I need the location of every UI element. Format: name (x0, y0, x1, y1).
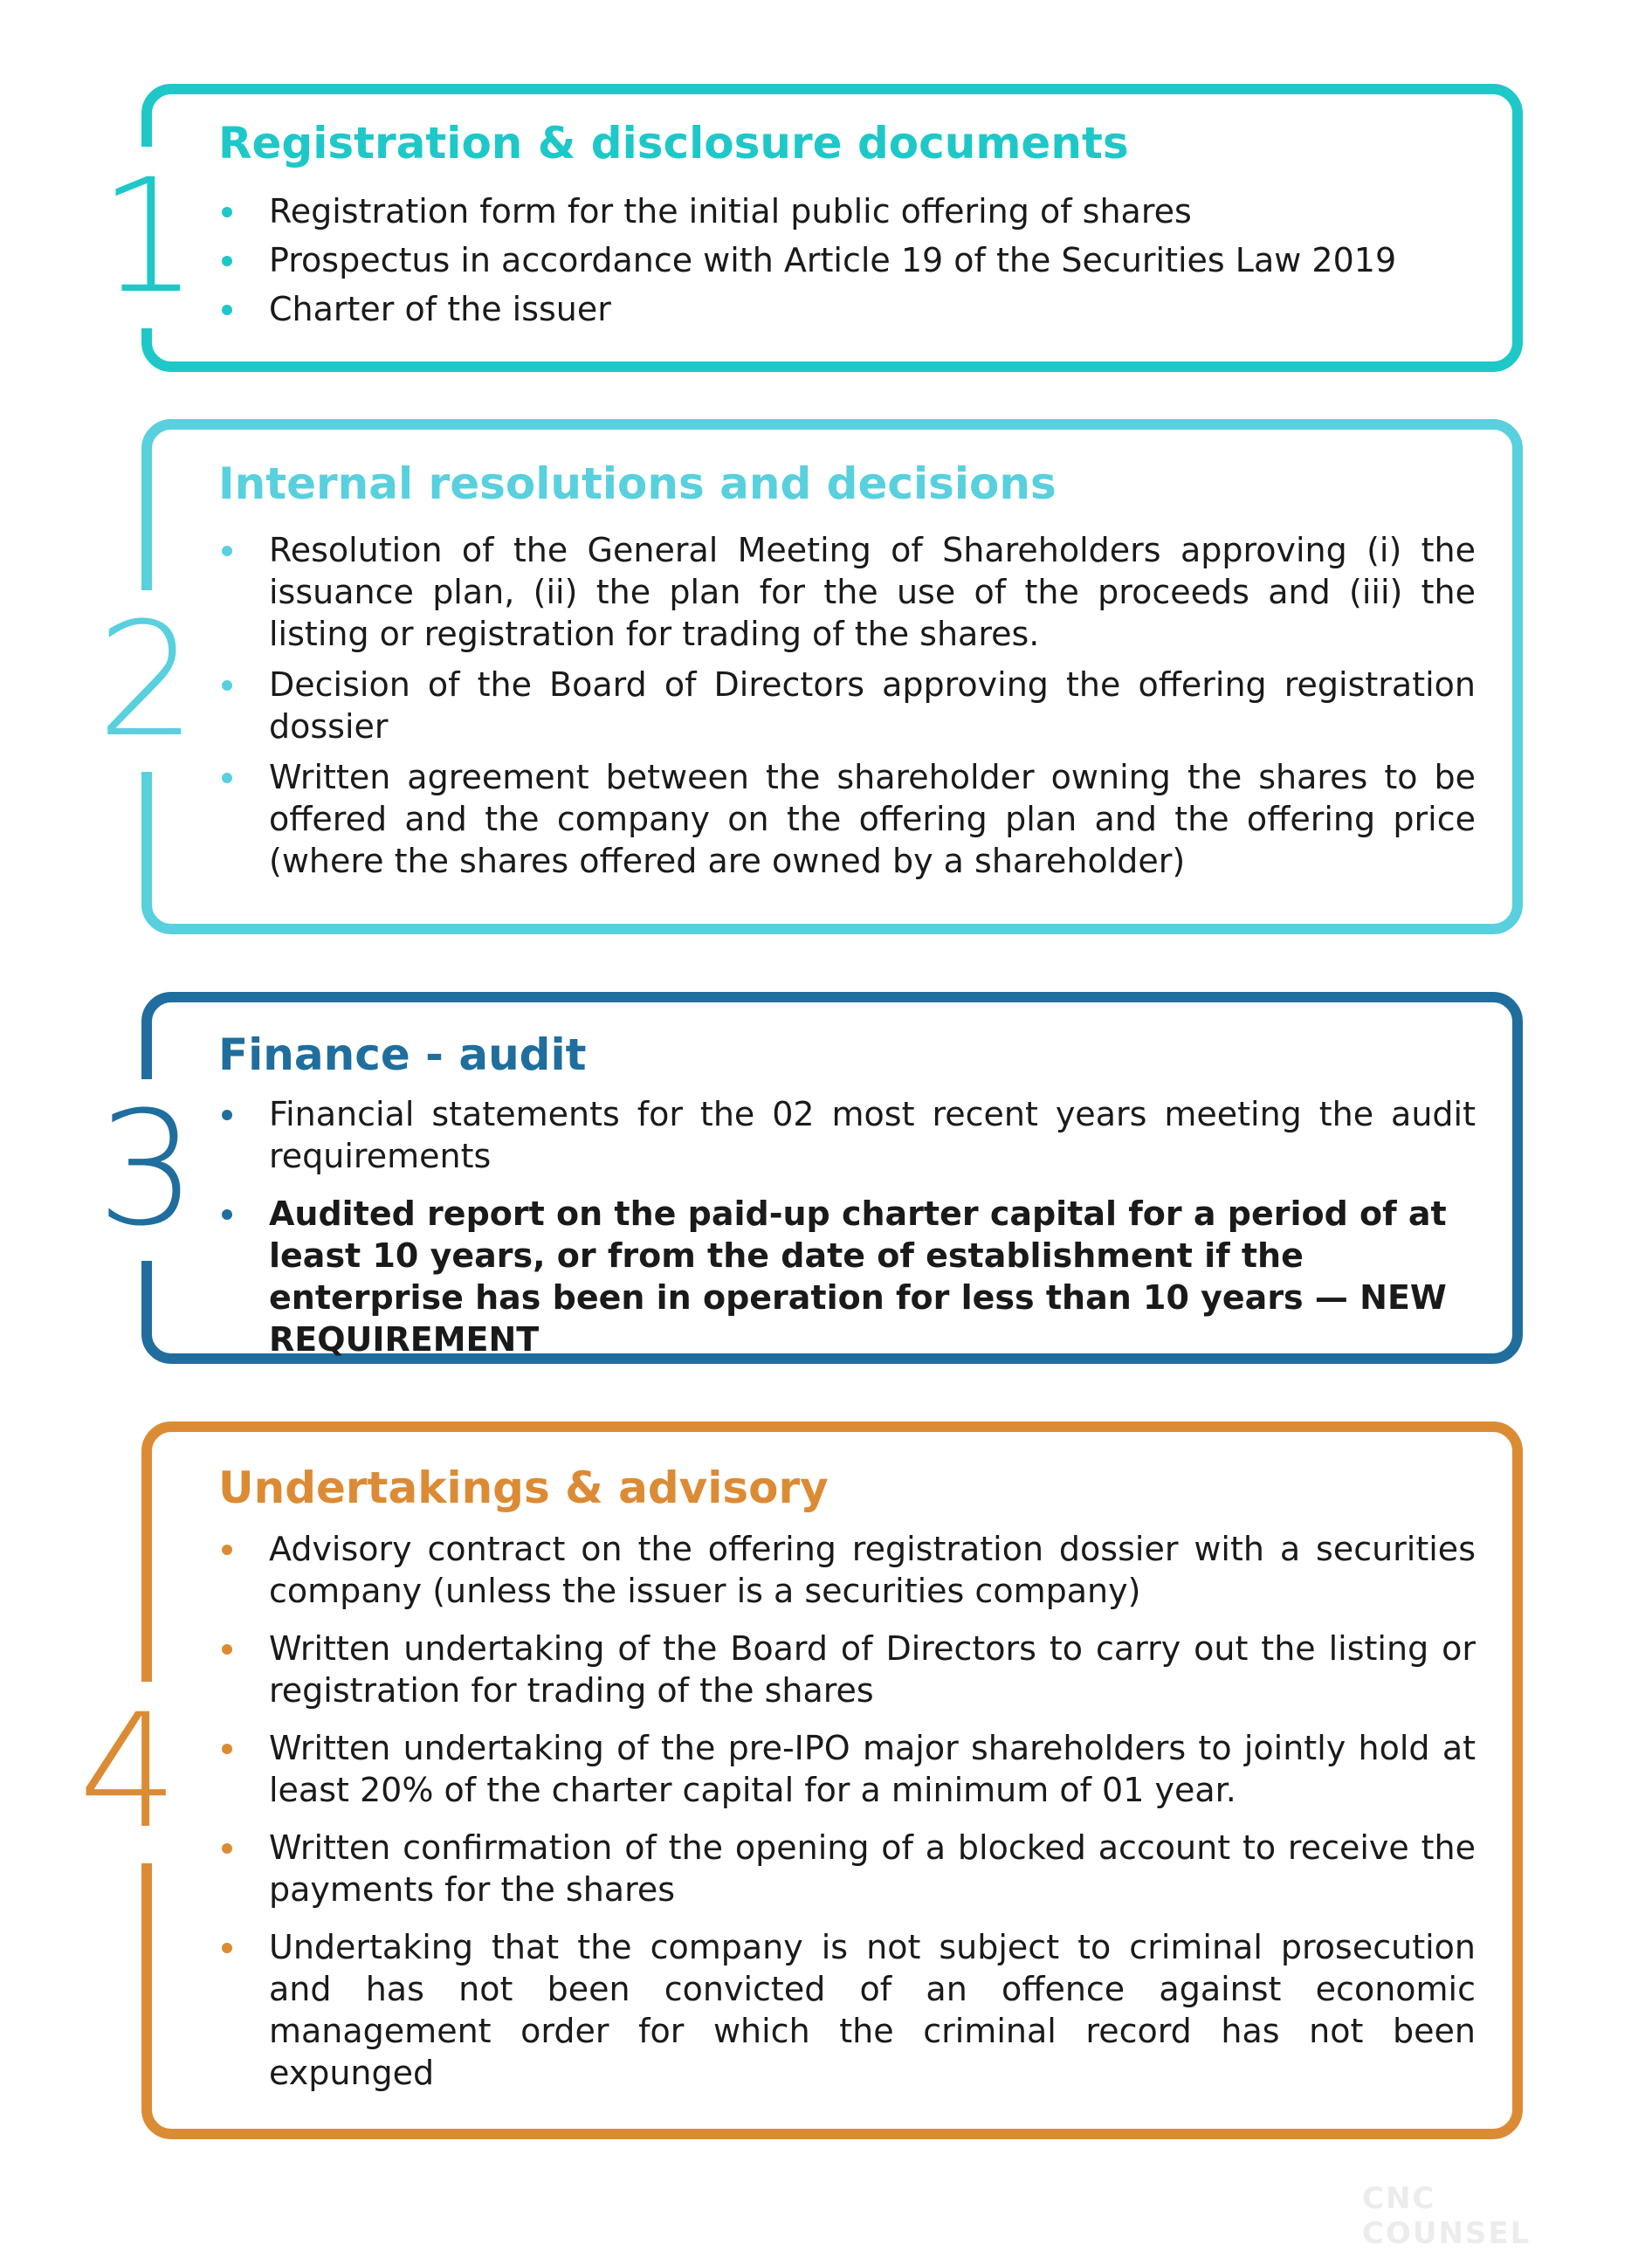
section-1-number: 1 (96, 147, 201, 328)
list-item: Written confirmation of the opening of a blocked account to receive the payments for the shares (218, 1827, 1476, 1910)
list-item: Advisory contract on the offering registration dossier with a securities company (unless the issuer is a securities company) (218, 1528, 1476, 1612)
list-item: Financial statements for the 02 most recent years meeting the audit requirements (218, 1093, 1476, 1177)
bullet-icon (222, 546, 232, 556)
bullet-icon (222, 207, 232, 217)
section-3-title: Finance - audit (218, 1029, 587, 1080)
section-2-number: 2 (86, 590, 208, 772)
bullet-icon (222, 1545, 232, 1555)
list-item: Written agreement between the shareholder owning the shares to be offered and the company on the offering plan and the offering price (where the shares offered are owned by a shareholder) (218, 756, 1476, 882)
bullet-icon (222, 1943, 232, 1953)
list-item: Written undertaking of the Board of Directors to carry out the listing or registration for trading of the shares (218, 1628, 1476, 1711)
list-item: Resolution of the General Meeting of Shareholders approving (i) the issuance plan, (ii) the plan for the use of the proceeds and (iii) the listing or registration for trading of the shares. (218, 529, 1476, 655)
bullet-icon (222, 1744, 232, 1754)
list-item: Charter of the issuer (218, 288, 1476, 330)
section-4-title: Undertakings & advisory (218, 1463, 829, 1513)
list-item: Undertaking that the company is not subject to criminal prosecution and has not been convicted of an offence against economic management order for which the criminal record has not been expunged (218, 1926, 1476, 2094)
bullet-icon (222, 773, 232, 783)
bullet-icon (222, 305, 232, 315)
section-4-number: 4 (63, 1682, 194, 1863)
bullet-icon (222, 1209, 232, 1220)
list-item: Written undertaking of the pre-IPO major shareholders to jointly hold at least 20% of the charter capital for a minimum of 01 year. (218, 1727, 1476, 1811)
section-2-title: Internal resolutions and decisions (218, 458, 1057, 509)
list-item-new-requirement: Audited report on the paid-up charter capital for a period of at least 10 years, or from the date of establishment if the enterprise has been in operation for less than 10 years — NEW REQUIREMENT (218, 1193, 1476, 1360)
section-4-list (218, 1528, 1476, 2094)
section-1-list (218, 190, 1476, 330)
bullet-icon (222, 256, 232, 266)
bullet-icon (222, 1110, 232, 1120)
section-3-number: 3 (86, 1079, 208, 1261)
bullet-icon (222, 1843, 232, 1854)
bullet-icon (222, 1644, 232, 1655)
section-1-title: Registration & disclosure documents (218, 118, 1129, 169)
list-item: Decision of the Board of Directors approving the offering registration dossier (218, 664, 1476, 747)
bullet-icon (222, 680, 232, 691)
list-item: Prospectus in accordance with Article 19 of the Securities Law 2019 (218, 239, 1476, 281)
watermark-logo: CNC COUNSEL (1362, 2181, 1532, 2251)
section-2-list (218, 529, 1476, 882)
section-3-list (218, 1093, 1476, 1360)
list-item: Registration form for the initial public offering of shares (218, 190, 1476, 232)
